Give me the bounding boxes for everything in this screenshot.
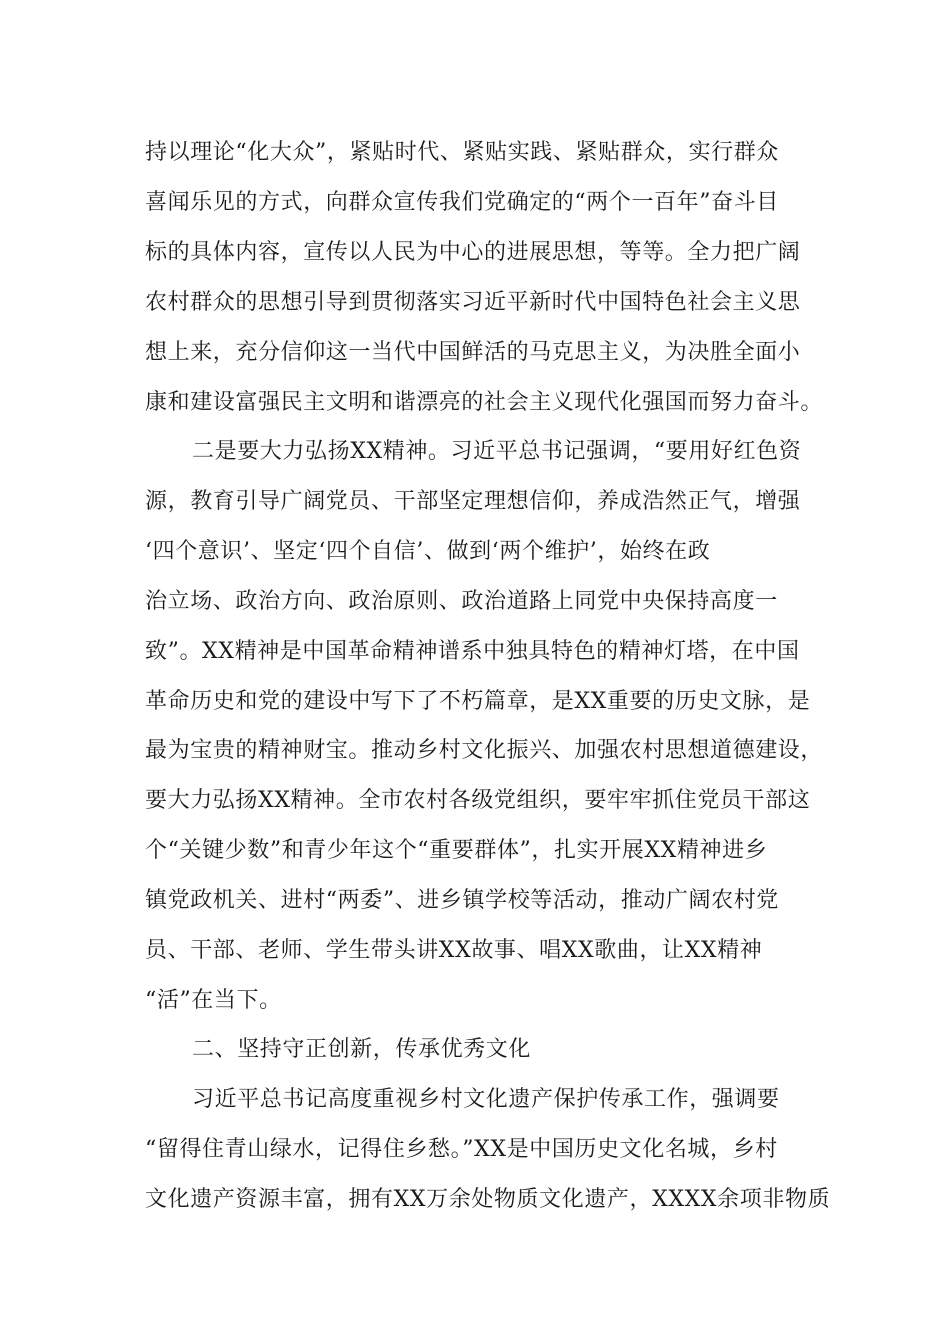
body-text-line: ‘四个意识’、坚定‘四个自信’、做到‘两个维护’，始终在政: [145, 539, 711, 564]
paragraph-first-line: 习近平总书记高度重视乡村文化遗产保护传承工作，强调要: [192, 1087, 780, 1112]
body-text-line: 员、干部、老师、学生带头讲XX故事、唱XX歌曲，让XX精神: [145, 938, 763, 963]
paragraph-first-line: 二是要大力弘扬XX精神。习近平总书记强调，“要用好红色资: [192, 439, 802, 464]
body-text-line: 个“关键少数”和青少年这个“重要群体”，扎实开展XX精神进乡: [145, 838, 768, 863]
body-text-line: “活”在当下。: [145, 988, 282, 1013]
body-text-line: 治立场、政治方向、政治原则、政治道路上同党中央保持高度一: [145, 589, 778, 614]
body-text-line: 镇党政机关、进村“两委”、进乡镇学校等活动，推动广阔农村党: [145, 888, 779, 913]
body-text-line: 想上来，充分信仰这一当代中国鲜活的马克思主义，为决胜全面小: [145, 340, 801, 365]
body-text-line: 标的具体内容，宣传以人民为中心的进展思想，等等。全力把广阔: [145, 240, 801, 265]
body-text-line: 源，教育引导广阔党员、干部坚定理想信仰，养成浩然正气，增强: [145, 489, 801, 514]
body-text-line: “留得住青山绿水，记得住乡愁。”XX是中国历史文化名城，乡村: [145, 1137, 778, 1162]
body-text-line: 致”。XX精神是中国革命精神谱系中独具特色的精神灯塔，在中国: [145, 639, 800, 664]
section-heading: 二、坚持守正创新，传承优秀文化: [192, 1037, 532, 1062]
body-text-line: 农村群众的思想引导到贯彻落实习近平新时代中国特色社会主义思: [145, 290, 801, 315]
body-text-line: 最为宝贵的精神财宝。推动乡村文化振兴、加强农村思想道德建设，: [145, 738, 824, 763]
body-text-line: 革命历史和党的建设中写下了不朽篇章，是XX重要的历史文脉，是: [145, 689, 811, 714]
body-text-line: 康和建设富强民主文明和谐漂亮的社会主义现代化强国而努力奋斗。: [145, 390, 824, 415]
body-text-line: 要大力弘扬XX精神。全市农村各级党组织，要牢牢抓住党员干部这: [145, 788, 811, 813]
body-text-line: 喜闻乐见的方式，向群众宣传我们党确定的“两个一百年”奋斗目: [145, 190, 779, 215]
body-text-line: 持以理论“化大众”，紧贴时代、紧贴实践、紧贴群众，实行群众: [145, 140, 779, 165]
body-text-line: 文化遗产资源丰富，拥有XX万余处物质文化遗产，XXXX余项非物质: [145, 1187, 831, 1212]
